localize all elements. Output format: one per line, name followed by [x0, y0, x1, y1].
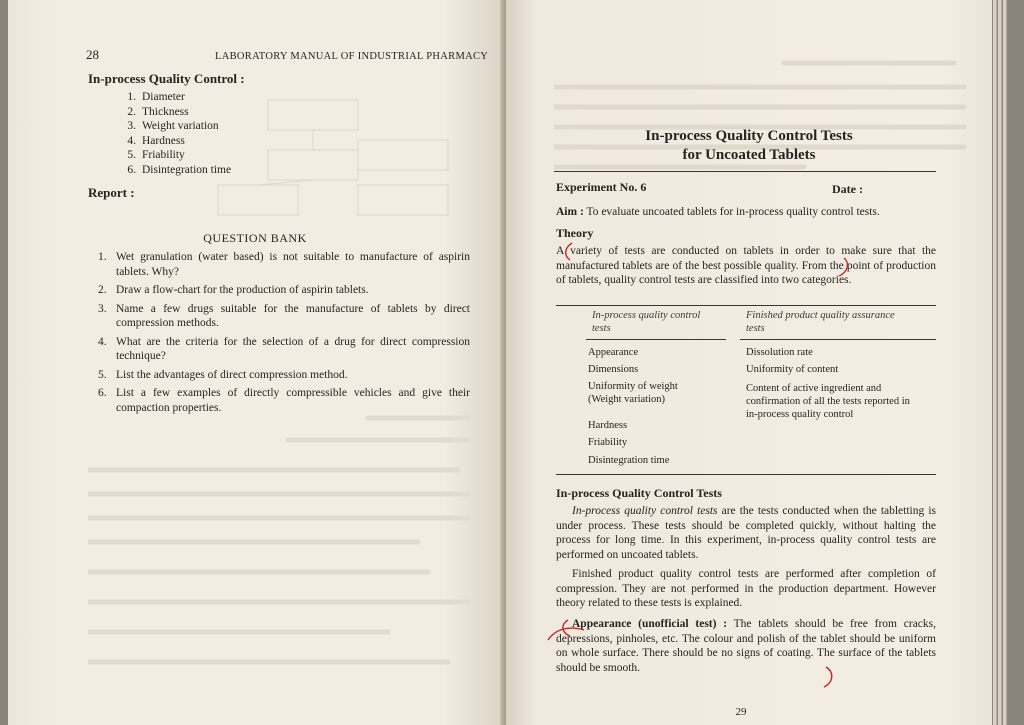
list-item: 3. Name a few drugs suitable for the manufacture of tablets by direct compression methods.: [98, 302, 470, 329]
list-item: 4. Hardness: [127, 134, 185, 147]
list-item: 6. Disintegration time: [127, 163, 232, 176]
ipqc-heading: In-process Quality Control :: [88, 71, 245, 86]
list-item: 2. Draw a flow-chart for the production of aspirin tablets.: [98, 284, 369, 296]
appearance-paragraph: Appearance (unofficial test) : The tablets should be free from cracks, depressions, pinholes, etc. The colour and polish of the tablet should be uniform on whole surface. There should be no signs of coating. The surface of the tablets should be smooth.: [556, 618, 936, 674]
list-item: 5. Friability: [127, 149, 185, 162]
date-label: Date :: [832, 182, 863, 196]
page-edge: [1003, 0, 1007, 725]
table-cell: Friability: [588, 437, 628, 448]
pen-annotations: [506, 0, 992, 725]
page-edge: [993, 0, 997, 725]
table-cell: Uniformity of weight (Weight variation): [588, 381, 678, 405]
table-col1-header: In-process quality control tests: [592, 310, 701, 334]
ipqc-paragraph: In-process quality control tests are the tests conducted when the tabletting is under process. These tests should be completed quickly, without halting the process for long time. In this experiment, in-process quality control tests are performed on uncoated tablets.: [556, 505, 936, 561]
table-cell: Content of active ingredient and confirmation of all the tests reported in in-process quality control: [746, 383, 910, 420]
table-cell: Hardness: [588, 420, 628, 431]
aim-line: Aim : To evaluate uncoated tablets for in-process quality control tests.: [556, 206, 880, 218]
right-page: [506, 0, 992, 725]
table-cell: Disintegration time: [588, 455, 670, 466]
list-item: 4. What are the criteria for the selection of a drug for direct compression technique?: [98, 335, 470, 362]
table-col2-header: Finished product quality assurance tests: [746, 310, 895, 334]
question-list: [92, 250, 470, 419]
running-head: LABORATORY MANUAL OF INDUSTRIAL PHARMACY: [215, 51, 489, 62]
list-item: 6. List a few examples of directly compressible vehicles and give their compaction properties.: [98, 387, 470, 414]
question-bank-title: QUESTION BANK: [203, 231, 307, 245]
left-page-number: 28: [86, 47, 99, 62]
list-item: 5. List the advantages of direct compression method.: [98, 368, 348, 381]
experiment-label: Experiment No. 6: [556, 180, 647, 194]
list-item: 2. Thickness: [127, 105, 189, 118]
table-cell: Dissolution rate: [746, 347, 813, 358]
page-edge: [998, 0, 1002, 725]
bleed-through-text: [88, 410, 478, 700]
report-label: Report :: [88, 185, 135, 200]
ipqc-tests-heading: In-process Quality Control Tests: [556, 486, 722, 500]
list-item: 1. Diameter: [127, 91, 185, 103]
right-page-number: 29: [735, 706, 747, 718]
pen-bracket-close: [839, 258, 847, 276]
bleed-through-diagram: [188, 95, 478, 225]
left-page: [8, 0, 502, 725]
theory-text: A variety of tests are conducted on tablets in order to make sure that the manufactured tablets are of the best possible quality. From the point of production of tablets, quality control tests are classified into two categories.: [556, 245, 936, 286]
pen-bracket-open: [566, 243, 572, 260]
pen-bracket-end: [824, 667, 832, 687]
theory-heading: Theory: [556, 226, 594, 240]
finished-product-paragraph: Finished product quality control tests are performed after completion of compression. They are not performed in the production department. However theory related to these tests is explained.: [556, 568, 936, 609]
table-cell: Dimensions: [588, 364, 639, 375]
table-cell: Uniformity of content: [746, 364, 839, 375]
table-cell: Appearance: [588, 347, 639, 358]
list-item: 3. Weight variation: [127, 120, 219, 133]
page-title: In-process Quality Control Tests for Uncoated Tablets: [645, 128, 853, 163]
list-item: 1. Wet granulation (water based) is not suitable to manufacture of aspirin tablets. Why?: [98, 251, 470, 278]
